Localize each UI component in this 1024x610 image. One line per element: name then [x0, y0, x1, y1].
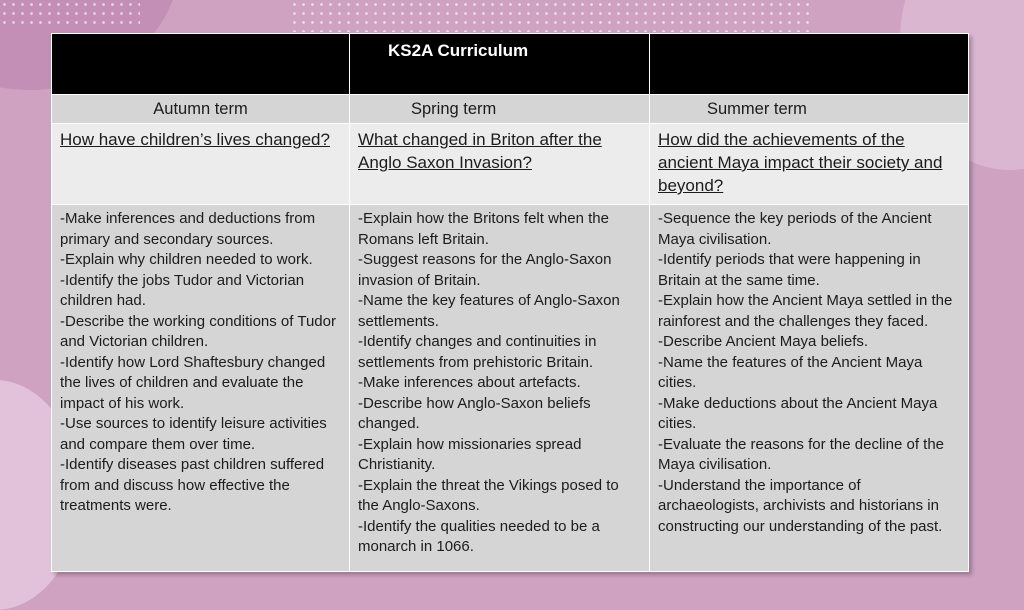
objective-item: -Name the key features of Anglo-Saxon settlements. — [358, 292, 620, 330]
background-dots-top-left — [0, 0, 140, 26]
objective-item: -Identify how Lord Shaftesbury changed the lives of children and evaluate the impact of his work. — [60, 353, 326, 412]
objective-item: -Explain how missionaries spread Christianity. — [358, 435, 582, 473]
header-cell-left — [52, 34, 350, 95]
header-row — [52, 34, 969, 95]
objective-item: -Use sources to identify leisure activities and compare them over time. — [60, 415, 327, 453]
objective-item: -Explain how the Ancient Maya settled in the rainforest and the challenges they faced. — [658, 292, 953, 330]
question-autumn-cell — [52, 124, 350, 205]
question-row — [52, 124, 969, 205]
term-row — [52, 95, 969, 124]
curriculum-table — [51, 33, 969, 572]
term-summer: Summer term — [650, 95, 969, 124]
objective-item: -Identify the jobs Tudor and Victorian children had. — [60, 271, 305, 309]
objective-item: -Understand the importance of archaeologists, archivists and historians in constructing our understanding of the past. — [658, 476, 943, 535]
objectives-spring — [350, 205, 650, 572]
table-title: KS2A Curriculum — [350, 34, 650, 95]
objective-item: -Make inferences about artefacts. — [358, 374, 581, 391]
objective-item: -Describe how Anglo-Saxon beliefs changed. — [358, 394, 591, 432]
objective-item: -Describe Ancient Maya beliefs. — [658, 333, 869, 350]
objectives-summer — [650, 205, 969, 572]
question-spring: What changed in Briton after the Anglo Saxon Invasion? — [358, 130, 602, 172]
objective-item: -Make deductions about the Ancient Maya cities. — [658, 394, 938, 432]
objectives-row — [52, 205, 969, 572]
objective-item: -Explain why children needed to work. — [60, 251, 313, 268]
question-autumn: How have children’s lives changed? — [60, 130, 330, 149]
objective-item: -Identify periods that were happening in Britain at the same time. — [658, 251, 921, 289]
question-summer-cell — [650, 124, 969, 205]
header-cell-right — [650, 34, 969, 95]
objectives-autumn — [52, 205, 350, 572]
objective-item: -Describe the working conditions of Tudor and Victorian children. — [60, 312, 336, 350]
objective-item: -Make inferences and deductions from primary and secondary sources. — [60, 210, 316, 248]
term-spring: Spring term — [350, 95, 650, 124]
question-spring-cell — [350, 124, 650, 205]
objective-item: -Sequence the key periods of the Ancient Maya civilisation. — [658, 210, 932, 248]
question-summer: How did the achievements of the ancient Maya impact their society and beyond? — [658, 130, 943, 195]
objective-item: -Explain how the Britons felt when the Romans left Britain. — [358, 210, 609, 248]
objective-item: -Identify changes and continuities in settlements from prehistoric Britain. — [358, 333, 597, 371]
objective-item: -Identify the qualities needed to be a monarch in 1066. — [358, 517, 600, 555]
background-dots-top-center — [290, 0, 810, 32]
objective-item: -Explain the threat the Vikings posed to the Anglo-Saxons. — [358, 476, 619, 514]
objective-item: -Suggest reasons for the Anglo-Saxon invasion of Britain. — [358, 251, 612, 289]
objective-item: -Identify diseases past children suffered from and discuss how effective the treatments were. — [60, 456, 325, 514]
objective-item: -Name the features of the Ancient Maya cities. — [658, 353, 923, 391]
term-autumn: Autumn term — [52, 95, 350, 124]
objective-item: -Evaluate the reasons for the decline of the Maya civilisation. — [658, 435, 945, 473]
